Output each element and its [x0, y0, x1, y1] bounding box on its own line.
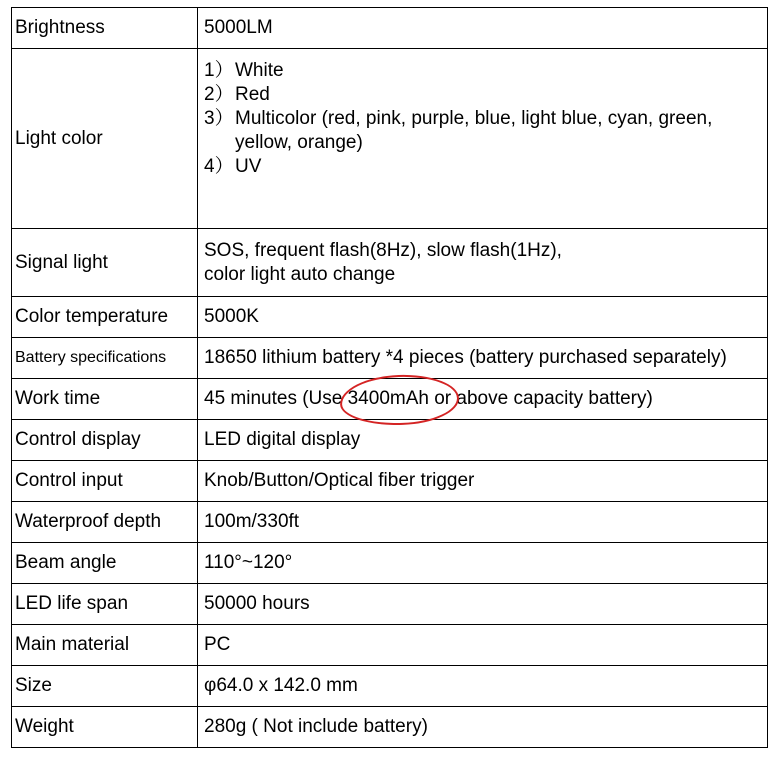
- row-value-line: color light auto change: [204, 263, 396, 285]
- table-row: [12, 8, 768, 49]
- row-value: 5000K: [198, 297, 768, 338]
- row-label: Color temperature: [12, 297, 198, 338]
- specifications-table: [11, 7, 768, 748]
- row-value: 45 minutes (Use 3400mAh or above capacity battery): [198, 379, 768, 420]
- light-color-list: [204, 59, 767, 179]
- row-label: Brightness: [12, 8, 198, 49]
- list-item: 4） UV: [204, 156, 262, 177]
- table-row: [12, 625, 768, 666]
- table-row: [12, 666, 768, 707]
- row-value: 110°~120°: [198, 543, 768, 584]
- table-row: [12, 297, 768, 338]
- row-label: Waterproof depth: [12, 502, 198, 543]
- table-row: [12, 379, 768, 420]
- row-label: Control display: [12, 420, 198, 461]
- row-value: 50000 hours: [198, 584, 768, 625]
- row-value: 18650 lithium battery *4 pieces (battery purchased separately): [198, 338, 768, 379]
- row-value: φ64.0 x 142.0 mm: [198, 666, 768, 707]
- row-label: Size: [12, 666, 198, 707]
- row-value: 280g ( Not include battery): [198, 707, 768, 748]
- table-row: [12, 543, 768, 584]
- table-row: [12, 338, 768, 379]
- row-value: [198, 229, 768, 297]
- light-color-list-cell: [198, 49, 768, 229]
- list-item: 1） White: [204, 60, 284, 81]
- row-value: PC: [198, 625, 768, 666]
- row-value: 100m/330ft: [198, 502, 768, 543]
- row-value: 5000LM: [198, 8, 768, 49]
- table-row: [12, 420, 768, 461]
- table-row: [12, 584, 768, 625]
- row-label: Beam angle: [12, 543, 198, 584]
- row-value-line: SOS, frequent flash(8Hz), slow flash(1Hz),: [204, 239, 562, 261]
- row-label: Battery specifications: [12, 338, 198, 379]
- row-label: Weight: [12, 707, 198, 748]
- row-label: Work time: [12, 379, 198, 420]
- row-label: Control input: [12, 461, 198, 502]
- table-row: [12, 461, 768, 502]
- table-row: [12, 707, 768, 748]
- row-value: LED digital display: [198, 420, 768, 461]
- row-label: Signal light: [12, 229, 198, 297]
- row-label: LED life span: [12, 584, 198, 625]
- row-value: Knob/Button/Optical fiber trigger: [198, 461, 768, 502]
- list-item: 3） Multicolor (red, pink, purple, blue, light blue, cyan, green, yellow, orange): [204, 108, 713, 153]
- list-item: 2） Red: [204, 84, 270, 105]
- table-row: [12, 49, 768, 229]
- table-row: [12, 229, 768, 297]
- row-label: Main material: [12, 625, 198, 666]
- table-row: [12, 502, 768, 543]
- row-label: Light color: [12, 49, 198, 229]
